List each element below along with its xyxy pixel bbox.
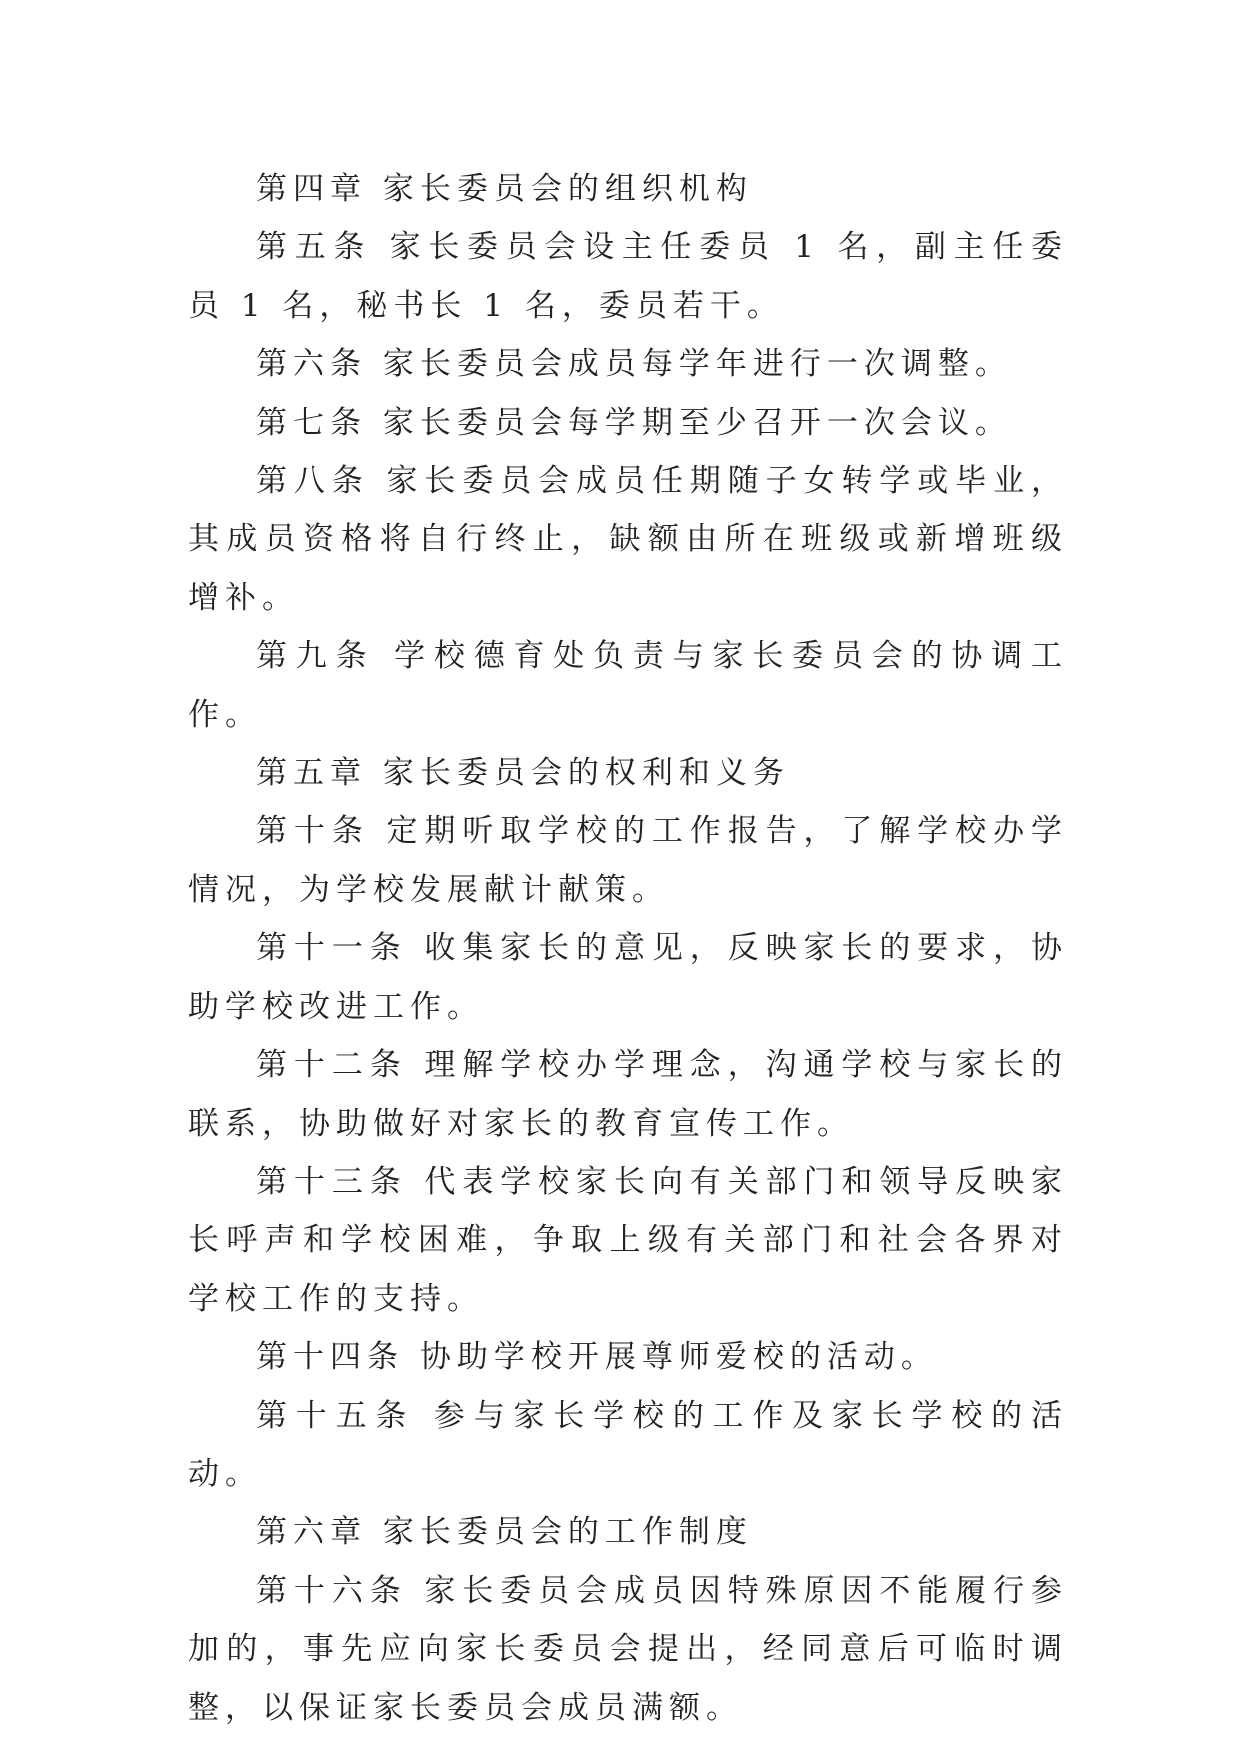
article-16: 第十六条 家长委员会成员因特殊原因不能履行参加的，事先应向家长委员会提出，经同意后可临时调整，以保证家长委员会成员满额。 xyxy=(188,1572,1068,1726)
article-9: 第九条 学校德育处负责与家长委员会的协调工作。 xyxy=(188,638,1068,733)
document-body xyxy=(188,160,1068,1737)
article-11: 第十一条 收集家长的意见，反映家长的要求，协助学校改进工作。 xyxy=(188,930,1068,1025)
chapter-5-heading: 第五章 家长委员会的权利和义务 xyxy=(256,755,790,792)
article-12: 第十二条 理解学校办学理念，沟通学校与家长的联系，协助做好对家长的教育宣传工作。 xyxy=(188,1047,1068,1142)
chapter-6-heading: 第六章 家长委员会的工作制度 xyxy=(256,1514,753,1551)
article-5: 第五条 家长委员会设主任委员 1 名，副主任委员 1 名，秘书长 1 名，委员若干。 xyxy=(188,229,1068,324)
article-15: 第十五条 参与家长学校的工作及家长学校的活动。 xyxy=(188,1397,1068,1492)
article-13: 第十三条 代表学校家长向有关部门和领导反映家长呼声和学校困难，争取上级有关部门和社会各界对学校工作的支持。 xyxy=(188,1163,1068,1317)
chapter-4-heading: 第四章 家长委员会的组织机构 xyxy=(256,171,753,207)
article-10: 第十条 定期听取学校的工作报告，了解学校办学情况，为学校发展献计献策。 xyxy=(188,813,1068,908)
article-8: 第八条 家长委员会成员任期随子女转学或毕业，其成员资格将自行终止，缺额由所在班级或新增班级增补。 xyxy=(188,463,1068,616)
article-6: 第六条 家长委员会成员每学年进行一次调整。 xyxy=(256,346,1012,383)
article-7: 第七条 家长委员会每学期至少召开一次会议。 xyxy=(256,404,1012,441)
article-14: 第十四条 协助学校开展尊师爱校的活动。 xyxy=(256,1339,938,1376)
